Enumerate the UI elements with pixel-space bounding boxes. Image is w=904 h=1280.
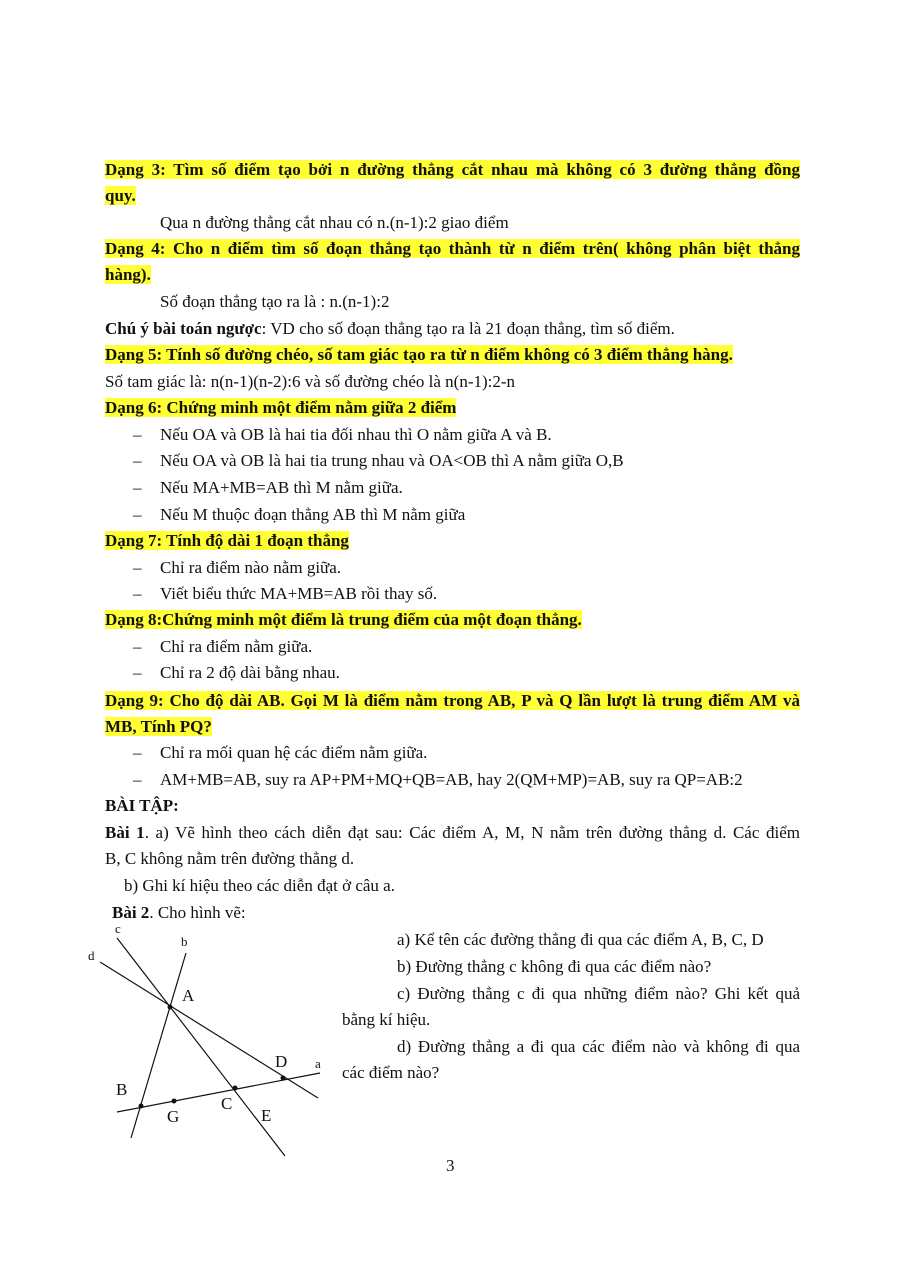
dang5-text: Số tam giác là: n(n-1)(n-2):6 và số đường chéo là n(n-1):2-n [105,372,516,391]
dang6-title: Dạng 6: Chứng minh một điểm nằm giữa 2 điểm [105,398,457,417]
list-dash: – [133,558,142,577]
dang9-title-line1: Dạng 9: Cho độ dài AB. Gọi M là điểm nằm trong AB, P và Q lần lượt là trung điểm AM và [105,691,800,710]
bai1-part-b: b) Ghi kí hiệu theo các diễn đạt ở câu a. [124,876,395,895]
list-item: Chỉ ra 2 độ dài bằng nhau. [160,663,340,682]
point-B [139,1104,144,1109]
dang9-title-line2: MB, Tính PQ? [105,717,212,736]
list-dash: – [133,425,142,444]
line-c [117,938,288,1156]
list-item: Nếu OA và OB là hai tia đối nhau thì O nằm giữa A và B. [160,425,552,444]
label-point-E: E [261,1106,272,1125]
list-dash: – [133,770,142,789]
dang7-title: Dạng 7: Tính độ dài 1 đoạn thẳng [105,531,349,550]
list-dash: – [133,584,142,603]
list-item: AM+MB=AB, suy ra AP+PM+MQ+QB=AB, hay 2(QM+MP)=AB, suy ra QP=AB:2 [160,770,743,789]
list-item: Nếu M thuộc đoạn thẳng AB thì M nằm giữa [160,505,466,524]
list-item: Viết biểu thức MA+MB=AB rồi thay số. [160,584,438,603]
dang4-title-line2: hàng). [105,265,151,284]
point-G [172,1099,177,1104]
label-point-D: D [275,1052,288,1071]
list-dash: – [133,743,142,762]
dang4-title-line1: Dạng 4: Cho n điểm tìm số đoạn thẳng tạo thành từ n điểm trên( không phân biệt thẳng [105,239,800,258]
bai1-line2: B, C không nằm trên đường thẳng d. [105,849,355,868]
exercises-heading: BÀI TẬP: [105,796,179,815]
label-point-G: G [167,1107,180,1126]
bai2-heading: Bài 2. Cho hình vẽ: [112,903,246,922]
label-line-c: c [115,921,121,936]
bai1-line1: Bài 1. a) Vẽ hình theo cách diễn đạt sau: Các điểm A, M, N nằm trên đường thẳng d. Các điểm [105,823,801,842]
dang3-title-line2: quy. [105,186,136,205]
page-number: 3 [446,1156,455,1175]
list-item: Nếu MA+MB=AB thì M nằm giữa. [160,478,403,497]
list-item: Nếu OA và OB là hai tia trung nhau và OA<OB thì A nằm giữa O,B [160,451,624,470]
list-dash: – [133,505,142,524]
list-item: Chỉ ra mối quan hệ các điểm nằm giữa. [160,743,428,762]
list-dash: – [133,663,142,682]
bai2-question-b: b) Đường thẳng c không đi qua các điểm nào? [397,957,712,976]
point-C [233,1086,238,1091]
point-A [168,1005,173,1010]
label-line-d: d [88,948,95,963]
dang3-title-line1: Dạng 3: Tìm số điểm tạo bởi n đường thẳng cắt nhau mà không có 3 đường thẳng đồng [105,160,800,179]
bai2-question-c-line2: bằng kí hiệu. [342,1010,431,1029]
dang3-text: Qua n đường thẳng cắt nhau có n.(n-1):2 giao điểm [160,213,509,232]
bai2-question-d-line1: d) Đường thẳng a đi qua các điểm nào và không đi qua [397,1037,800,1056]
label-point-B: B [116,1080,128,1099]
line-a [117,1073,320,1112]
list-item: Chỉ ra điểm nào nằm giữa. [160,558,342,577]
list-item: Chỉ ra điểm nằm giữa. [160,637,313,656]
list-dash: – [133,451,142,470]
list-dash: – [133,478,142,497]
bai2-question-c-line1: c) Đường thẳng c đi qua những điểm nào? Ghi kết quả [397,984,800,1003]
bai2-question-d-line2: các điểm nào? [342,1063,440,1082]
label-point-A: A [182,986,195,1005]
bai2-question-a: a) Kể tên các đường thẳng đi qua các điểm A, B, C, D [397,930,764,949]
dang8-title: Dạng 8:Chứng minh một điểm là trung điểm của một đoạn thẳng. [105,610,582,629]
label-line-a: a [315,1056,321,1071]
dang4-text: Số đoạn thẳng tạo ra là : n.(n-1):2 [160,292,390,311]
dang5-title: Dạng 5: Tính số đường chéo, số tam giác tạo ra từ n điểm không có 3 điểm thẳng hàng. [105,345,733,364]
list-dash: – [133,637,142,656]
point-D [281,1076,286,1081]
label-point-C: C [221,1094,233,1113]
label-line-b: b [181,934,188,949]
reverse-problem-note: Chú ý bài toán ngược: VD cho số đoạn thẳng tạo ra là 21 đoạn thẳng, tìm số điểm. [105,319,675,338]
